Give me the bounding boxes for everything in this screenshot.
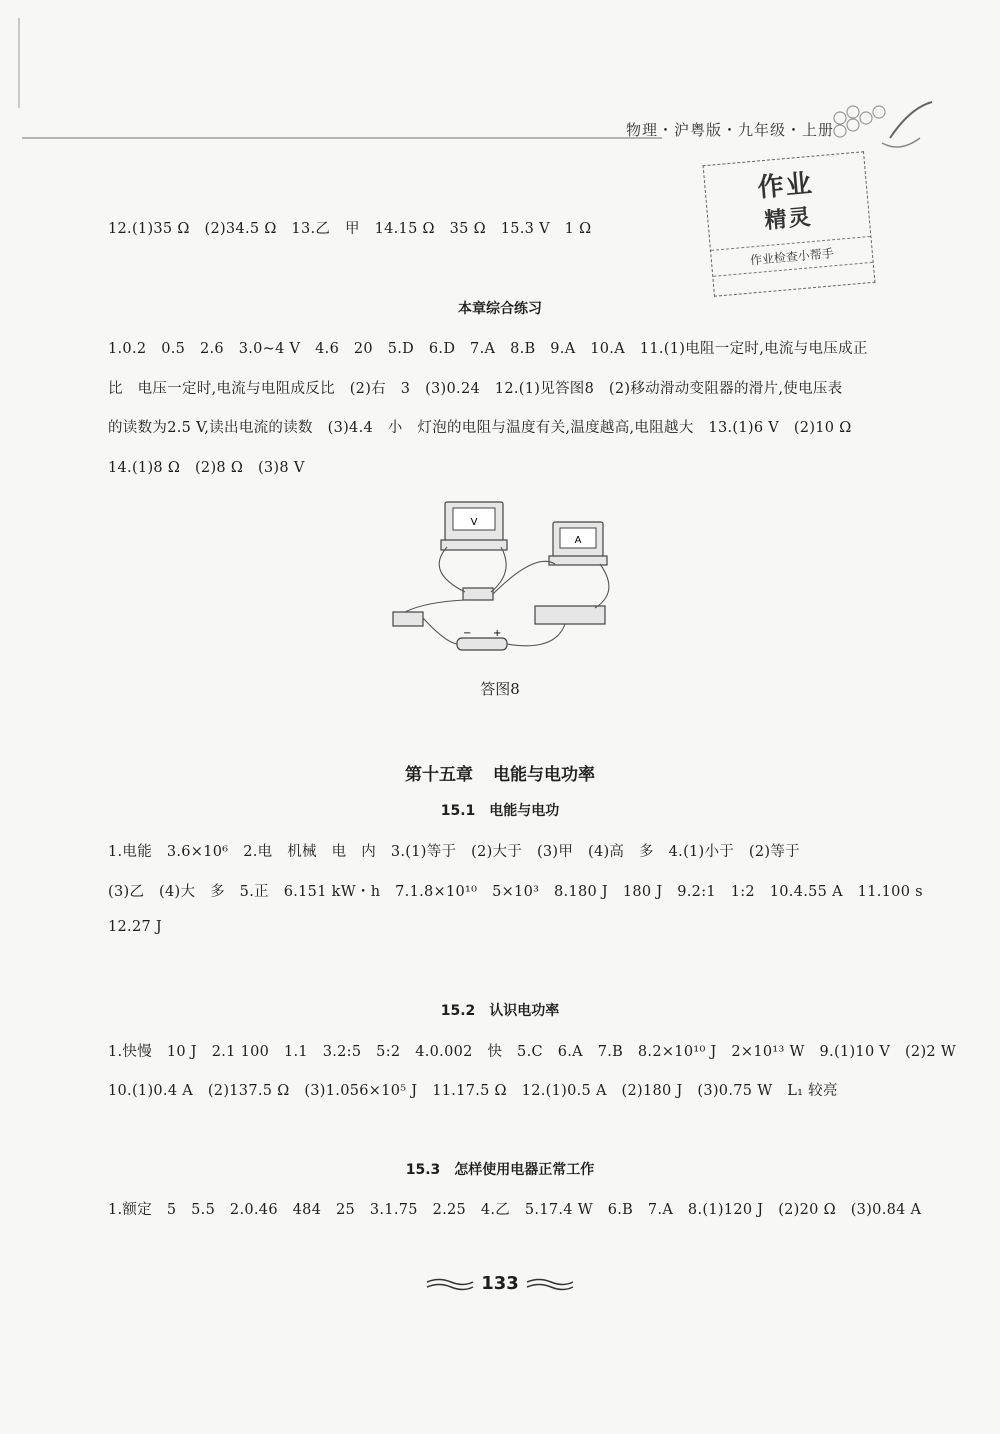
answer-line: (3)乙 (4)大 多 5.正 6.151 kW・h 7.1.8×10¹⁰ 5×10³ 8.180 J 180 J 9.2:1 1:2 10.4.55 A 11.100 s [108,884,923,900]
page-number: 133 [481,1273,519,1294]
answer-line: 比 电压一定时,电流与电阻成反比 (2)右 3 (3)0.24 12.(1)见答图8 (2)移动滑动变阻器的滑片,使电压表 [108,381,843,397]
answer-line: 1.快慢 10 J 2.1 100 1.1 3.2:5 5:2 4.0.002 快 5.C 6.A 7.B 8.2×10¹⁰ J 2×10¹³ W 9.(1)10 V (2)2 W [108,1044,957,1060]
header-rule [22,137,662,139]
scan-edge [18,18,20,108]
hexagon-decoration-icon [820,98,940,158]
answer-line: 12.27 J [108,919,163,935]
answer-line: 10.(1)0.4 A (2)137.5 Ω (3)1.056×10⁵ J 11.17.5 Ω 12.(1)0.5 A (2)180 J (3)0.75 W L₁ 较亮 [108,1083,838,1099]
page-number-block [0,1273,1000,1294]
figure-caption: 答图8 [480,680,520,698]
answer-line: 1.0.2 0.5 2.6 3.0~4 V 4.6 20 5.D 6.D 7.A 8.B 9.A 10.A 11.(1)电阻一定时,电流与电压成正 [108,341,868,357]
stamp-line-2: 精灵 [763,204,814,235]
answer-line: 1.电能 3.6×10⁶ 2.电 机械 电 内 3.(1)等于 (2)大于 (3)甲 (4)高 多 4.(1)小于 (2)等于 [108,844,800,860]
chapter-title: 第十五章 电能与电功率 [405,765,595,785]
section-title: 15.2 认识电功率 [440,1003,560,1019]
ammeter-label: A [574,535,582,546]
section-title: 本章综合练习 [458,301,542,317]
stamp-line-1: 作业 [756,168,815,204]
voltmeter-label: V [470,517,478,528]
answer-line: 的读数为2.5 V,读出电流的读数 (3)4.4 小 灯泡的电阻与温度有关,温度越高,电阻越大 13.(1)6 V (2)10 Ω [108,420,852,436]
wave-left-icon [425,1277,475,1291]
answer-line: 14.(1)8 Ω (2)8 Ω (3)8 V [108,460,305,476]
section-title: 15.3 怎样使用电器正常工作 [405,1162,595,1178]
answer-line: 12.(1)35 Ω (2)34.5 Ω 13.乙 甲 14.15 Ω 35 Ω 15.3 V 1 Ω [108,221,592,237]
section-title: 15.1 电能与电功 [440,803,560,819]
wave-right-icon [525,1277,575,1291]
book-info: 物理・沪粤版・九年级・上册 [626,121,835,139]
battery-plus-label: + [493,628,502,639]
circuit-diagram [385,492,625,662]
stamp-line-3: 作业检查小帮手 [711,236,873,277]
battery-minus-label: − [463,628,472,639]
answer-line: 1.额定 5 5.5 2.0.46 484 25 3.1.75 2.25 4.乙 5.17.4 W 6.B 7.A 8.(1)120 J (2)20 Ω (3)0.84 A [108,1202,922,1218]
